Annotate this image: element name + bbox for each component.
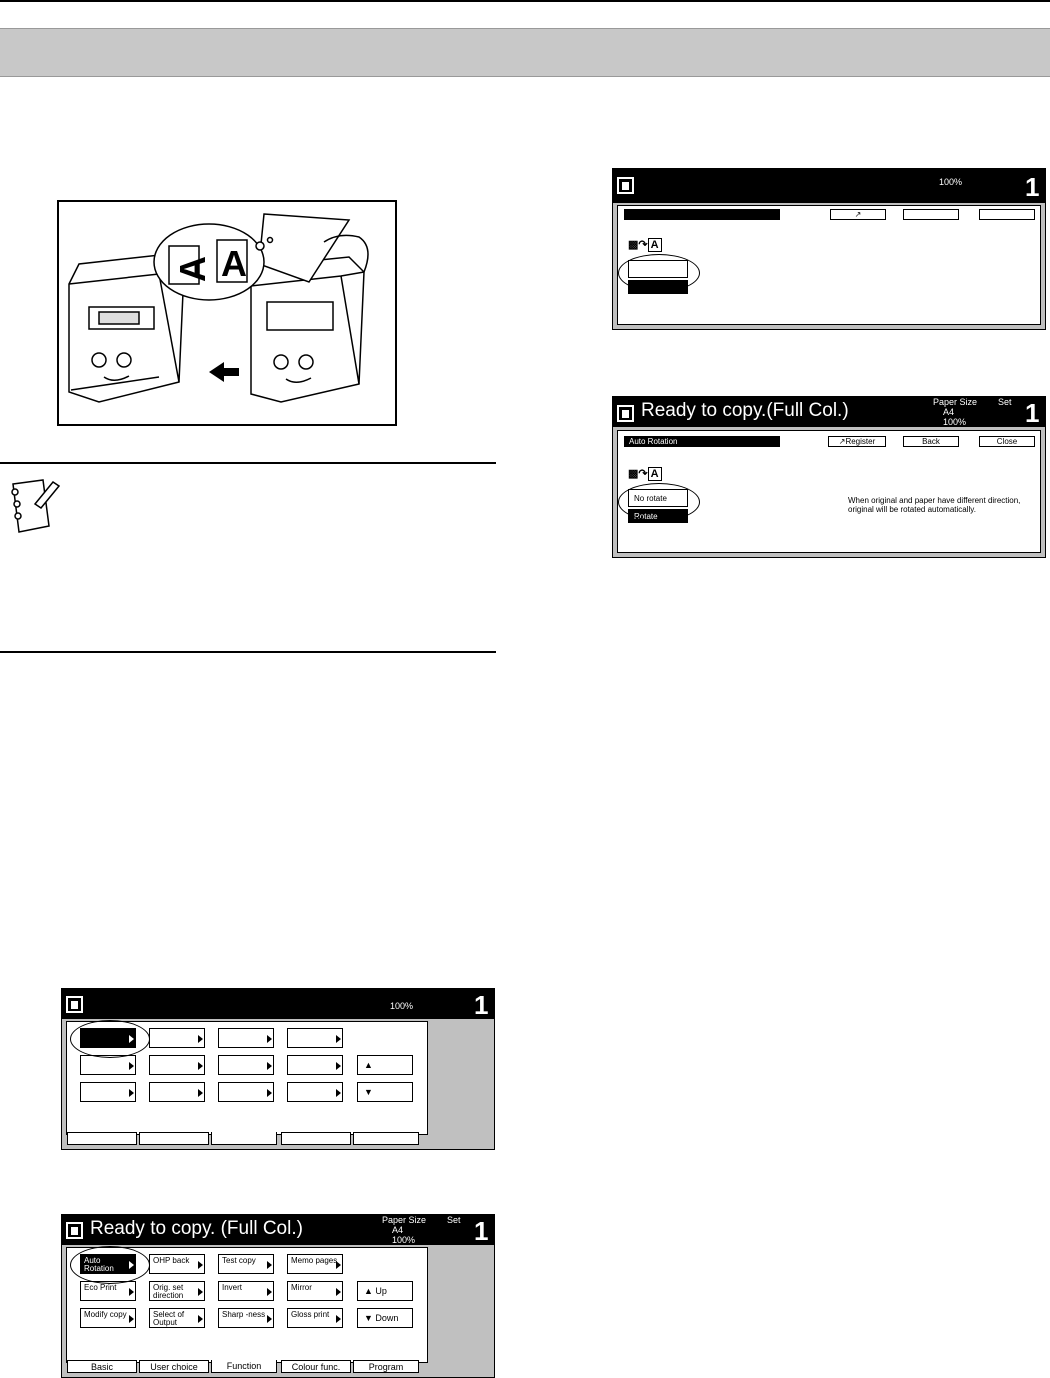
highlight-circle bbox=[70, 1020, 150, 1058]
zoom-readout: 100% bbox=[939, 177, 963, 187]
paper-size-value: A4 bbox=[943, 407, 955, 417]
set-count: 1 bbox=[1025, 398, 1040, 428]
zoom-readout: 100% bbox=[392, 1235, 416, 1245]
set-label: Set bbox=[998, 397, 1012, 407]
up-button[interactable]: ▲ bbox=[357, 1055, 413, 1075]
down-button[interactable]: ▼ bbox=[357, 1082, 413, 1102]
svg-text:A: A bbox=[221, 243, 247, 284]
no-rotate-option[interactable]: No rotate bbox=[628, 489, 688, 507]
tab-5[interactable] bbox=[353, 1132, 419, 1145]
tab-basic[interactable]: Basic bbox=[67, 1360, 137, 1373]
tab-colour-func[interactable]: Colour func. bbox=[281, 1360, 351, 1373]
illustration-frame bbox=[57, 200, 397, 426]
function-button-6[interactable] bbox=[149, 1055, 205, 1075]
set-count: 1 bbox=[474, 1216, 489, 1246]
function-button-8[interactable] bbox=[287, 1055, 343, 1075]
highlight-circle bbox=[70, 1246, 150, 1284]
function-button-10[interactable] bbox=[149, 1082, 205, 1102]
select-of-output-button[interactable]: Select of Output bbox=[149, 1308, 205, 1328]
copier-icon bbox=[66, 996, 83, 1013]
auto-rotation-screen bbox=[612, 396, 1046, 558]
down-button[interactable]: ▼ Down bbox=[357, 1308, 413, 1328]
highlight-circle bbox=[618, 483, 700, 521]
set-count: 1 bbox=[1025, 172, 1040, 202]
function-button-9[interactable] bbox=[80, 1082, 136, 1102]
gloss-print-button[interactable]: Gloss print bbox=[287, 1308, 343, 1328]
function-button-4[interactable] bbox=[287, 1028, 343, 1048]
zoom-readout: 100% bbox=[390, 1001, 414, 1011]
down-label: Down bbox=[375, 1313, 399, 1323]
tab-1[interactable] bbox=[67, 1132, 137, 1145]
tab-3[interactable] bbox=[211, 1132, 277, 1145]
function-button-7[interactable] bbox=[218, 1055, 274, 1075]
close-button[interactable] bbox=[979, 209, 1035, 220]
rotation-icon: ▩↷ A bbox=[628, 238, 662, 251]
note-bottom-rule bbox=[0, 651, 496, 653]
auto-rotation-button[interactable]: Auto Rotation bbox=[80, 1254, 136, 1274]
paper-size-value: A4 bbox=[392, 1225, 404, 1235]
function-menu-screen bbox=[61, 1214, 495, 1378]
copier-icon bbox=[617, 405, 634, 422]
tab-2[interactable] bbox=[139, 1132, 209, 1145]
register-button[interactable]: ↗ bbox=[830, 209, 886, 220]
function-title-bar bbox=[624, 209, 780, 220]
back-button[interactable]: Back bbox=[903, 436, 959, 447]
register-label: Register bbox=[845, 437, 876, 446]
function-button-2[interactable] bbox=[149, 1028, 205, 1048]
blank-function-menu-screen bbox=[61, 988, 495, 1150]
copier-icon bbox=[617, 177, 634, 194]
tab-4[interactable] bbox=[281, 1132, 351, 1145]
top-rule bbox=[0, 0, 1050, 2]
tab-user-choice[interactable]: User choice bbox=[139, 1360, 209, 1373]
modify-copy-button[interactable]: Modify copy bbox=[80, 1308, 136, 1328]
copier-rotation-illustration bbox=[59, 202, 395, 424]
memo-pages-button[interactable]: Memo pages bbox=[287, 1254, 343, 1274]
set-count: 1 bbox=[474, 990, 489, 1020]
up-button[interactable]: ▲ Up bbox=[357, 1281, 413, 1301]
function-button-3[interactable] bbox=[218, 1028, 274, 1048]
back-button[interactable] bbox=[903, 209, 959, 220]
orig-set-direction-button[interactable]: Orig. set direction bbox=[149, 1281, 205, 1301]
zoom-readout: 100% bbox=[943, 417, 967, 427]
paper-size-label: Paper Size bbox=[382, 1215, 427, 1225]
blank-auto-rotation-screen bbox=[612, 168, 1046, 330]
rotation-icon: ▩↷ A bbox=[628, 467, 662, 480]
register-button[interactable]: ↗Register bbox=[828, 436, 886, 447]
screen-title: Ready to copy.(Full Col.) bbox=[641, 400, 849, 421]
highlight-circle bbox=[618, 254, 700, 292]
up-label: Up bbox=[375, 1286, 387, 1296]
tab-program[interactable]: Program bbox=[353, 1360, 419, 1373]
mirror-button[interactable]: Mirror bbox=[287, 1281, 343, 1301]
function-button-12[interactable] bbox=[287, 1082, 343, 1102]
function-description: When original and paper have different direction, original will be rotated automatically. bbox=[848, 496, 1021, 514]
close-button[interactable]: Close bbox=[979, 436, 1035, 447]
function-button-11[interactable] bbox=[218, 1082, 274, 1102]
section-header-bar bbox=[0, 28, 1050, 77]
svg-text:A: A bbox=[172, 256, 213, 282]
function-title-bar: Auto Rotation bbox=[624, 436, 780, 447]
note-top-rule bbox=[0, 462, 496, 464]
screen-title: Ready to copy. (Full Col.) bbox=[90, 1218, 303, 1239]
rotate-option[interactable]: Rotate bbox=[628, 509, 688, 523]
tab-function[interactable]: Function bbox=[211, 1360, 277, 1373]
function-button-5[interactable] bbox=[80, 1055, 136, 1075]
set-label: Set bbox=[447, 1215, 461, 1225]
eco-print-button[interactable]: Eco Print bbox=[80, 1281, 136, 1301]
sharpness-button[interactable]: Sharp -ness bbox=[218, 1308, 274, 1328]
notepad-pencil-icon bbox=[5, 474, 60, 538]
paper-size-label: Paper Size bbox=[933, 397, 978, 407]
copier-icon bbox=[66, 1222, 83, 1239]
invert-button[interactable]: Invert bbox=[218, 1281, 274, 1301]
ohp-back-button[interactable]: OHP back bbox=[149, 1254, 205, 1274]
test-copy-button[interactable]: Test copy bbox=[218, 1254, 274, 1274]
